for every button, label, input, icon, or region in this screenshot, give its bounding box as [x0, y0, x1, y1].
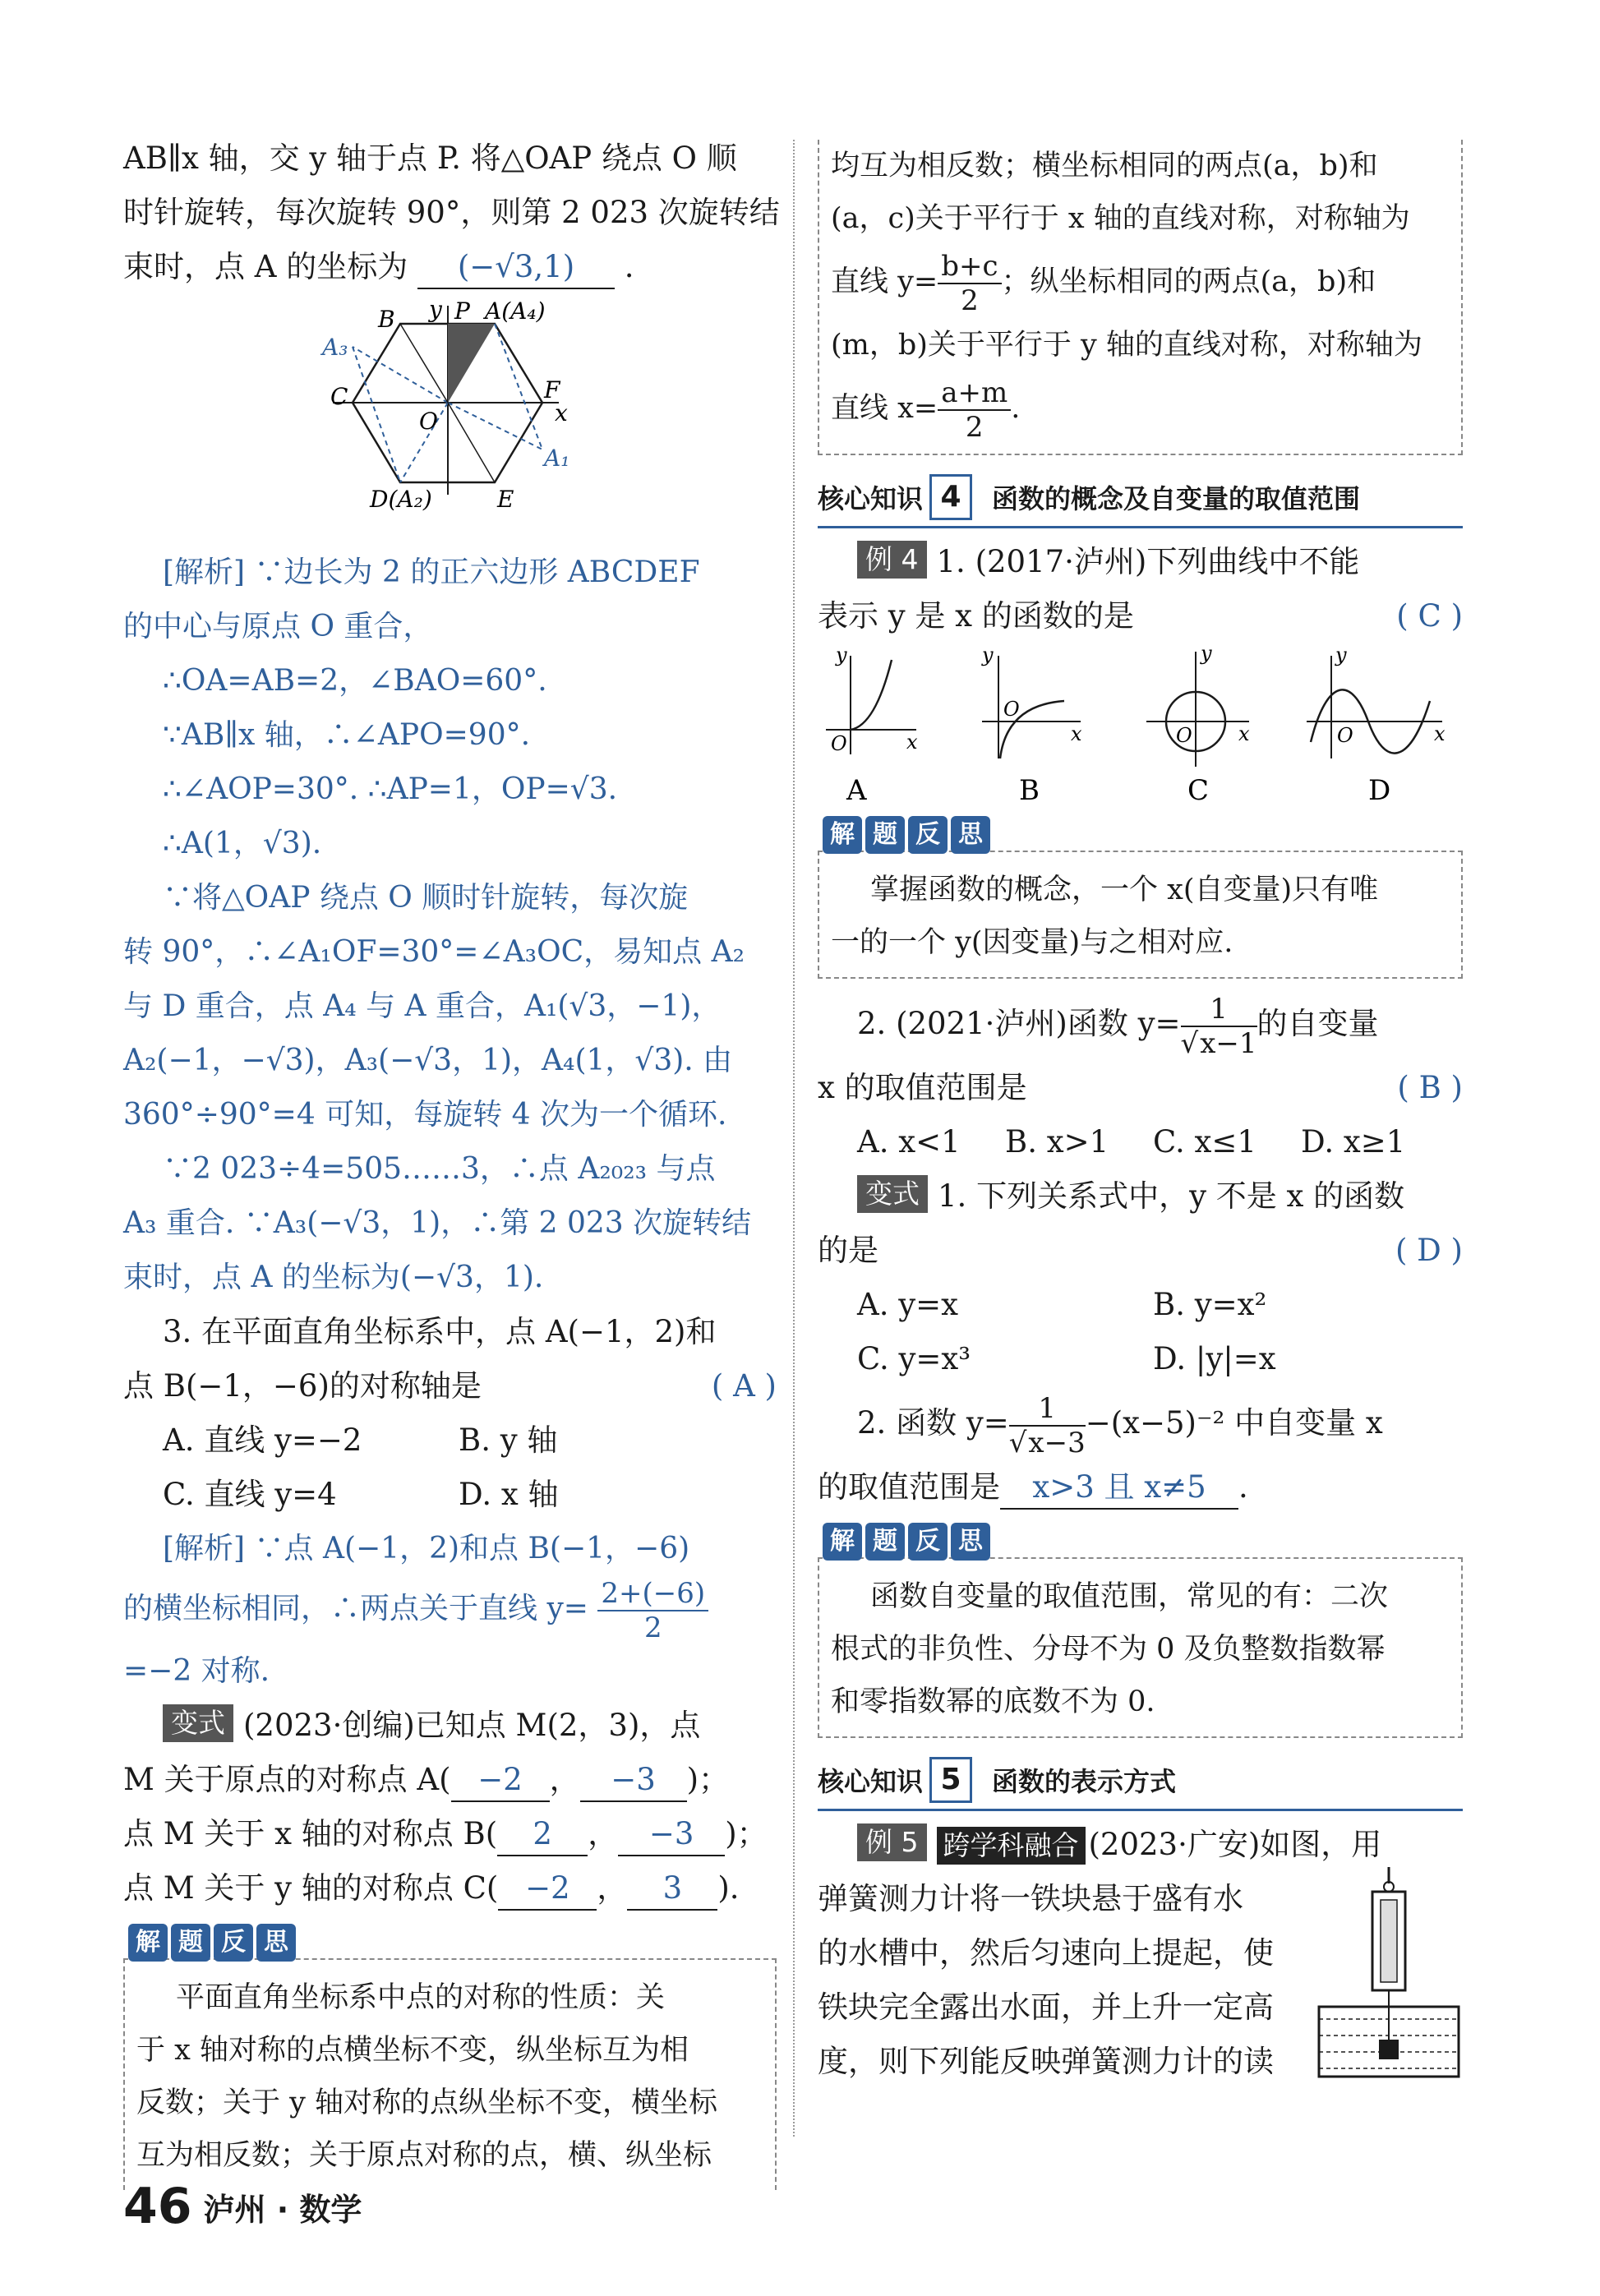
answer-blank: (−√3,1) [417, 247, 615, 289]
choice-answer: ( C ) [1396, 598, 1463, 634]
answer-blank: x>3 且 x≠5 [1000, 1467, 1238, 1510]
fraction: $\frac{2+(-6)}{2}$ [597, 1577, 708, 1644]
problem-text: 束时，点 A 的坐标为 (−√3,1) . [123, 240, 777, 294]
reflection-box: 函数自变量的取值范围，常见的有：二次 根式的非负性、分母不为 0 及负整数指数幂 和零指数幂的底数不为 0. [818, 1557, 1463, 1738]
option: A. y=x [857, 1287, 959, 1322]
fraction: $\frac{1}{√x-1}$ [1180, 992, 1257, 1060]
svg-text:x: x [1238, 722, 1250, 745]
choice-answer: ( A ) [711, 1368, 777, 1404]
option: A. 直线 y=−2 [163, 1422, 362, 1458]
answer-blank: −3 [580, 1759, 687, 1802]
label-o: O [419, 408, 438, 435]
reflection-box-continued: 均互为相反数；横坐标相同的两点(a，b)和 (a，c)关于平行于 x 轴的直线对称，对称轴为 直线 y= $\frac{b+c}{2}$ ；纵坐标相同的两点(a，b)和 (m，b)关于平行于 y 轴的直线对称，对称轴为 直线 x= $\frac{a+m}{2}$ . [818, 140, 1463, 455]
variant-tag: 变式 [163, 1704, 233, 1742]
spring-scale-figure [1315, 1867, 1463, 2081]
svg-text:O: O [831, 732, 847, 755]
svg-text:x: x [1434, 722, 1446, 745]
reflection-box: 掌握函数的概念，一个 x(自变量)只有唯 一的一个 y(因变量)与之相对应. [818, 851, 1463, 979]
question-2: 2. (2021·泸州)函数 y= $\frac{1}{√x-1}$ 的自变量 x 的取值范围是 ( B ) A. x<1 B. x>1 C. x≤1 D. x≥1 [818, 987, 1463, 1169]
fraction: $\frac{b+c}{2}$ [938, 250, 1001, 317]
solution-1: [解析] ∵边长为 2 的正六边形 ABCDEF 的中心与原点 O 重合， ∴OA=AB=2，∠BAO=60°. ∵AB∥x 轴，∴∠APO=90°. ∴∠AOP=30°. ∴AP=1，OP=√3. ∴A(1，√3). ∵将△OAP 绕点 O 顺时针旋转，每次旋 转 90°，∴∠A₁OF=30°=∠A₃OC，易知点 A₂ 与 D 重合，点 A₄ 与 A 重合，A₁(√3，−1)， A₂(−1，−√3)，A₃(−√3，1)，A₄(1，√3). 由 360°÷90°=4 可知，每旋转 4 次为一个循环. ∵2 023÷4=505……3，∴点 A₂₀₂₃ 与点 A₃ 重合. ∵A₃(−√3，1)，∴第 2 023 次旋转结 束时，点 A 的坐标为(−√3，1). [123, 556, 752, 1294]
answer-blank: 2 [497, 1814, 588, 1856]
left-column [123, 131, 780, 2190]
svg-text:y: y [982, 643, 994, 666]
option: C. y=x³ [857, 1341, 971, 1376]
option: D. |y|=x [1153, 1341, 1276, 1376]
dashed-line [353, 347, 448, 403]
svg-text:y: y [1335, 643, 1347, 666]
choice-answer: ( D ) [1395, 1233, 1463, 1268]
example-4: 例 4 1. (2017·泸州)下列曲线中不能 表示 y 是 x 的函数的是 ( C ) y x O A y x O B y x O C y x O D [818, 535, 1463, 808]
label-f: F [544, 376, 560, 403]
question-3: 3. 在平面直角坐标系中，点 A(−1，2)和 点 B(−1，−6)的对称轴是 ( A ) A. 直线 y=−2 B. y 轴 C. 直线 y=4 D. x 轴 [123, 1305, 777, 1522]
svg-text:O: O [1176, 724, 1192, 747]
cross-subject-tag: 跨学科融合 [937, 1827, 1086, 1865]
example-tag: 例 5 [857, 1823, 927, 1861]
example-5: 例 5 跨学科融合 (2023·广安)如图，用 弹簧测力计将一铁块悬于盛有水 的水槽中，然后匀速向上提起，使 铁块完全露出水面，并上升一定高 度，则下列能反映弹簧测力计的读 [818, 1818, 1463, 2089]
variant-tag: 变式 [857, 1175, 928, 1213]
graph-a [826, 643, 918, 807]
reflection-badge: 解 题 反 思 [128, 1924, 777, 1962]
fraction: $\frac{a+m}{2}$ [938, 376, 1011, 444]
graph-b [981, 643, 1082, 807]
svg-text:B: B [1019, 774, 1040, 807]
svg-text:y: y [1201, 643, 1212, 665]
graph-c [1146, 643, 1250, 807]
dashed-line [448, 403, 495, 482]
triangle-oap [448, 324, 495, 403]
option: D. x≥1 [1301, 1124, 1406, 1160]
core-knowledge-header-5: 核心知识 5 函数的表示方式 [818, 1751, 1463, 1811]
problem-text: AB∥x 轴，交 y 轴于点 P. 将△OAP 绕点 O 顺 [123, 141, 737, 176]
book-title: 泸州 · 数学 [203, 2191, 362, 2228]
reflection-badge: 解 题 反 思 [823, 816, 1463, 854]
solution-3: [解析] ∵点 A(−1，2)和点 B(−1，−6) 的横坐标相同，∴两点关于直线 y= $\frac{2+(-6)}{2}$ =−2 对称. [123, 1522, 777, 1699]
label-c: C [330, 383, 348, 410]
hexagon-figure [123, 297, 777, 544]
page-footer [123, 2178, 362, 2235]
option: A. x<1 [857, 1124, 961, 1160]
variant-exercise: 变式 (2023·创编)已知点 M(2，3)，点 M 关于原点的对称点 A( −2 ， −3 )； 点 M 关于 x 轴的对称点 B( 2 ， −3 )； 点 M 关于 y 轴的对称点 C( −2 ， 3 ). [123, 1699, 777, 1916]
option: B. x>1 [1005, 1124, 1109, 1160]
variant-1: 变式 1. 下列关系式中，y 不是 x 的函数 的是 ( D ) A. y=x B. y=x² C. y=x³ D. |y|=x [818, 1169, 1463, 1386]
label-b: B [378, 306, 395, 333]
function-graphs [818, 643, 1463, 808]
option: B. y 轴 [459, 1422, 558, 1458]
reflection-box: 平面直角坐标系中点的对称的性质：关 于 x 轴对称的点横坐标不变，纵坐标互为相 反数；关于 y 轴对称的点纵坐标不变，横坐标 互为相反数；关于原点对称的点，横、纵坐标 [123, 1958, 777, 2190]
graph-d [1307, 643, 1446, 807]
label-a3: A₃ [322, 334, 348, 361]
answer-blank: 3 [627, 1868, 717, 1911]
option: C. 直线 y=4 [163, 1477, 337, 1512]
choice-answer: ( B ) [1397, 1070, 1463, 1105]
label-y: y [429, 297, 442, 323]
label-p: P [454, 297, 470, 325]
answer-blank: −3 [618, 1814, 725, 1856]
option: D. x 轴 [459, 1477, 559, 1512]
svg-text:x: x [906, 731, 918, 754]
label-a: A(A₄) [485, 297, 546, 325]
svg-text:D: D [1368, 774, 1391, 807]
dashed-line [495, 324, 542, 450]
label-e: E [497, 486, 514, 513]
svg-text:y: y [836, 643, 847, 666]
core-knowledge-header-4: 核心知识 4 函数的概念及自变量的取值范围 [818, 468, 1463, 528]
svg-text:O: O [1337, 724, 1353, 747]
answer-blank: −2 [451, 1759, 550, 1802]
svg-text:C: C [1187, 774, 1210, 807]
problem-text: 时针旋转，每次旋转 90°，则第 2 023 次旋转结 [123, 195, 780, 230]
label-x: x [555, 399, 568, 426]
label-a1: A₁ [544, 445, 570, 472]
example-tag: 例 4 [857, 541, 927, 579]
option: B. y=x² [1153, 1287, 1267, 1322]
right-column [818, 140, 1463, 2089]
svg-text:A: A [846, 774, 867, 807]
variant-2: 2. 函数 y= $\frac{1}{√x-3}$ −(x−5)⁻² 中自变量 x 的取值范围是 x>3 且 x≠5 . [818, 1386, 1463, 1515]
svg-text:x: x [1071, 722, 1082, 745]
reflection-badge: 解 题 反 思 [823, 1523, 1463, 1561]
column-divider [793, 140, 795, 2137]
page-number: 46 [123, 2178, 192, 2235]
svg-text:O: O [1003, 698, 1020, 721]
answer-blank: −2 [498, 1868, 597, 1911]
dashed-line [400, 324, 448, 403]
label-d: D(A₂) [370, 486, 432, 513]
fraction: $\frac{1}{√x-3}$ [1008, 1391, 1086, 1459]
option: C. x≤1 [1153, 1124, 1256, 1160]
